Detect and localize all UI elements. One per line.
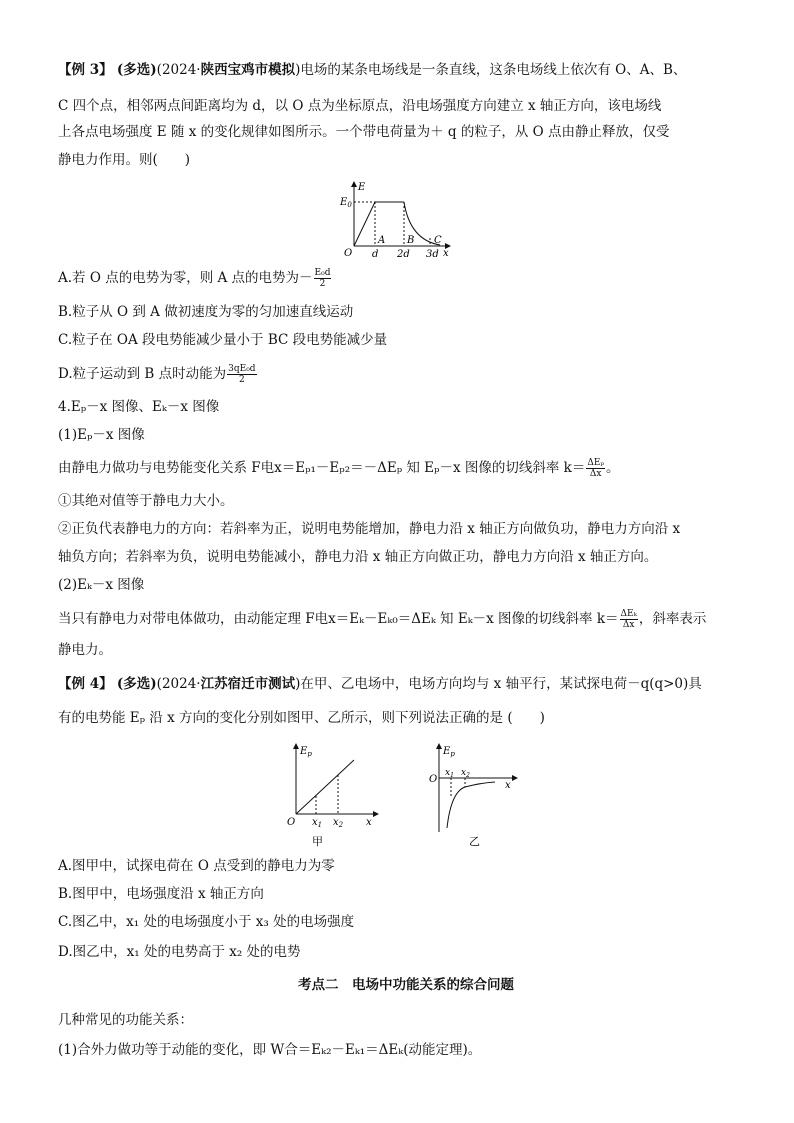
example4-tag: 【例 4】 [58, 676, 113, 692]
e0-label: $E_0$ [340, 197, 352, 209]
section4-point2b: 轴负方向；若斜率为负，说明电势能减小，静电力沿 x 轴正方向做正功，静电力方向沿 x 轴正方向。 [58, 549, 658, 565]
example3-source-pre: (2024· [156, 62, 201, 78]
jia-x-label: x [366, 817, 372, 828]
tick-3d: 3d [426, 249, 439, 260]
example3-source-name: 陕西宝鸡市模拟 [200, 62, 296, 78]
figure-yi [425, 742, 520, 852]
point-b-label: B [407, 235, 415, 246]
example3-text: 电场的某条电场线是一条直线，这条电场线上依次有 O、A、B、 [300, 62, 687, 78]
point-c-label: C [434, 235, 442, 246]
ex-graph-figure [330, 180, 460, 260]
point-a-label: A [378, 235, 386, 246]
x-label: x [443, 248, 449, 259]
section4-sub2: (2)Eₖ－x 图像 [58, 577, 145, 593]
example4-multi: (多选) [116, 676, 157, 692]
jia-caption: 甲 [312, 835, 323, 848]
yi-x2-label: $x_2$ [461, 768, 470, 779]
example4-option-c: C.图乙中，x₁ 处的电场强度小于 x₃ 处的电场强度 [58, 914, 355, 930]
example3-line1 [58, 60, 754, 80]
section2-intro: 几种常见的功能关系： [58, 1012, 193, 1028]
example3-line3: 上各点电场强度 E 随 x 的变化规律如图所示。一个带电荷量为＋ q 的粒子，从 O 点由静止释放，仅受 [58, 124, 670, 140]
example4-line1 [58, 674, 754, 694]
section4-para2: 当只有静电力对带电体做功，由动能定理 F电x＝Eₖ－Eₖ₀＝ΔEₖ 知 Eₖ－x 图像的切线斜率 k＝ $\frac{\text{ΔEₖ}}{\Delta x}$ ，斜率表示 [58, 609, 707, 630]
section4-para1: 由静电力做功与电势能变化关系 F电x＝Eₚ₁－Eₚ₂＝－ΔEₚ 知 Eₚ－x 图像的切线斜率 k＝ $\frac{\text{ΔEₚ}}{\Delta x}$ 。 [58, 458, 620, 479]
tick-2d: 2d [397, 249, 410, 260]
example3-source-post: ) [295, 62, 301, 78]
yi-caption: 乙 [469, 835, 480, 848]
e-label: E [358, 182, 366, 193]
example3-option-b: B.粒子从 O 到 A 做初速度为零的匀加速直线运动 [58, 304, 354, 320]
section4-sub1: (1)Eₚ－x 图像 [58, 427, 145, 443]
jia-x2-label: $x_2$ [333, 817, 344, 829]
section2-heading: 考点二 电场中功能关系的综合问题 [298, 977, 514, 993]
example4-line2: 有的电势能 Eₚ 沿 x 方向的变化分别如图甲、乙所示，则下列说法正确的是 ( ) [58, 710, 545, 726]
example4-source-name: 江苏宿迁市测试 [200, 676, 296, 692]
example4-text: 在甲、乙电场中，电场方向均与 x 轴平行，某试探电荷－q(q>0)具 [300, 676, 702, 692]
yi-ep-label: $E_p$ [443, 746, 455, 758]
tick-d: d [372, 249, 379, 260]
yi-x-label: x [505, 780, 511, 791]
section4-point2a: ②正负代表静电力的方向：若斜率为正，说明电势能增加，静电力沿 x 轴正方向做负功，静电力方向沿 x [58, 521, 681, 537]
example3-tag: 【例 3】 [58, 62, 113, 78]
example3-option-d: D.粒子运动到 B 点时动能为 $\frac{\text{3qE₀d}}{2}$ [58, 364, 256, 385]
jia-ep-label: $E_p$ [300, 746, 312, 758]
section4-title: 4.Eₚ－x 图像、Eₖ－x 图像 [58, 399, 220, 415]
example3-line4: 静电力作用。则( ) [58, 152, 191, 168]
example4-option-a: A.图甲中，试探电荷在 O 点受到的静电力为零 [58, 858, 335, 874]
section4-para2-end: 静电力。 [58, 642, 112, 658]
section2-item1: (1)合外力做功等于动能的变化，即 W合＝Eₖ₂－Eₖ₁＝ΔEₖ(动能定理)。 [58, 1042, 482, 1058]
jia-origin-label: O [287, 817, 296, 828]
example4-source-pre: (2024· [156, 676, 201, 692]
example3-line2: C 四个点，相邻两点间距离均为 d，以 O 点为坐标原点，沿电场强度方向建立 x 轴正方向，该电场线 [58, 98, 662, 114]
origin-label: O [344, 248, 353, 259]
figure-jia [282, 742, 382, 852]
example4-option-b: B.图甲中，电场强度沿 x 轴正方向 [58, 886, 264, 902]
yi-origin-label: O [429, 774, 438, 785]
example3-option-c: C.粒子在 OA 段电势能减少量小于 BC 段电势能减少量 [58, 332, 388, 348]
jia-x1-label: $x_1$ [312, 817, 323, 829]
example4-source-post: ) [295, 676, 301, 692]
section4-point1: ①其绝对值等于静电力大小。 [58, 493, 234, 509]
example4-option-d: D.图乙中，x₁ 处的电势高于 x₂ 处的电势 [58, 944, 301, 960]
yi-x1-label: $x_1$ [445, 768, 454, 779]
example3-option-a: A.若 O 点的电势为零，则 A 点的电势为－ $\frac{\text{E₀d}}{2}$ [58, 268, 331, 289]
example3-multi: (多选) [116, 62, 157, 78]
